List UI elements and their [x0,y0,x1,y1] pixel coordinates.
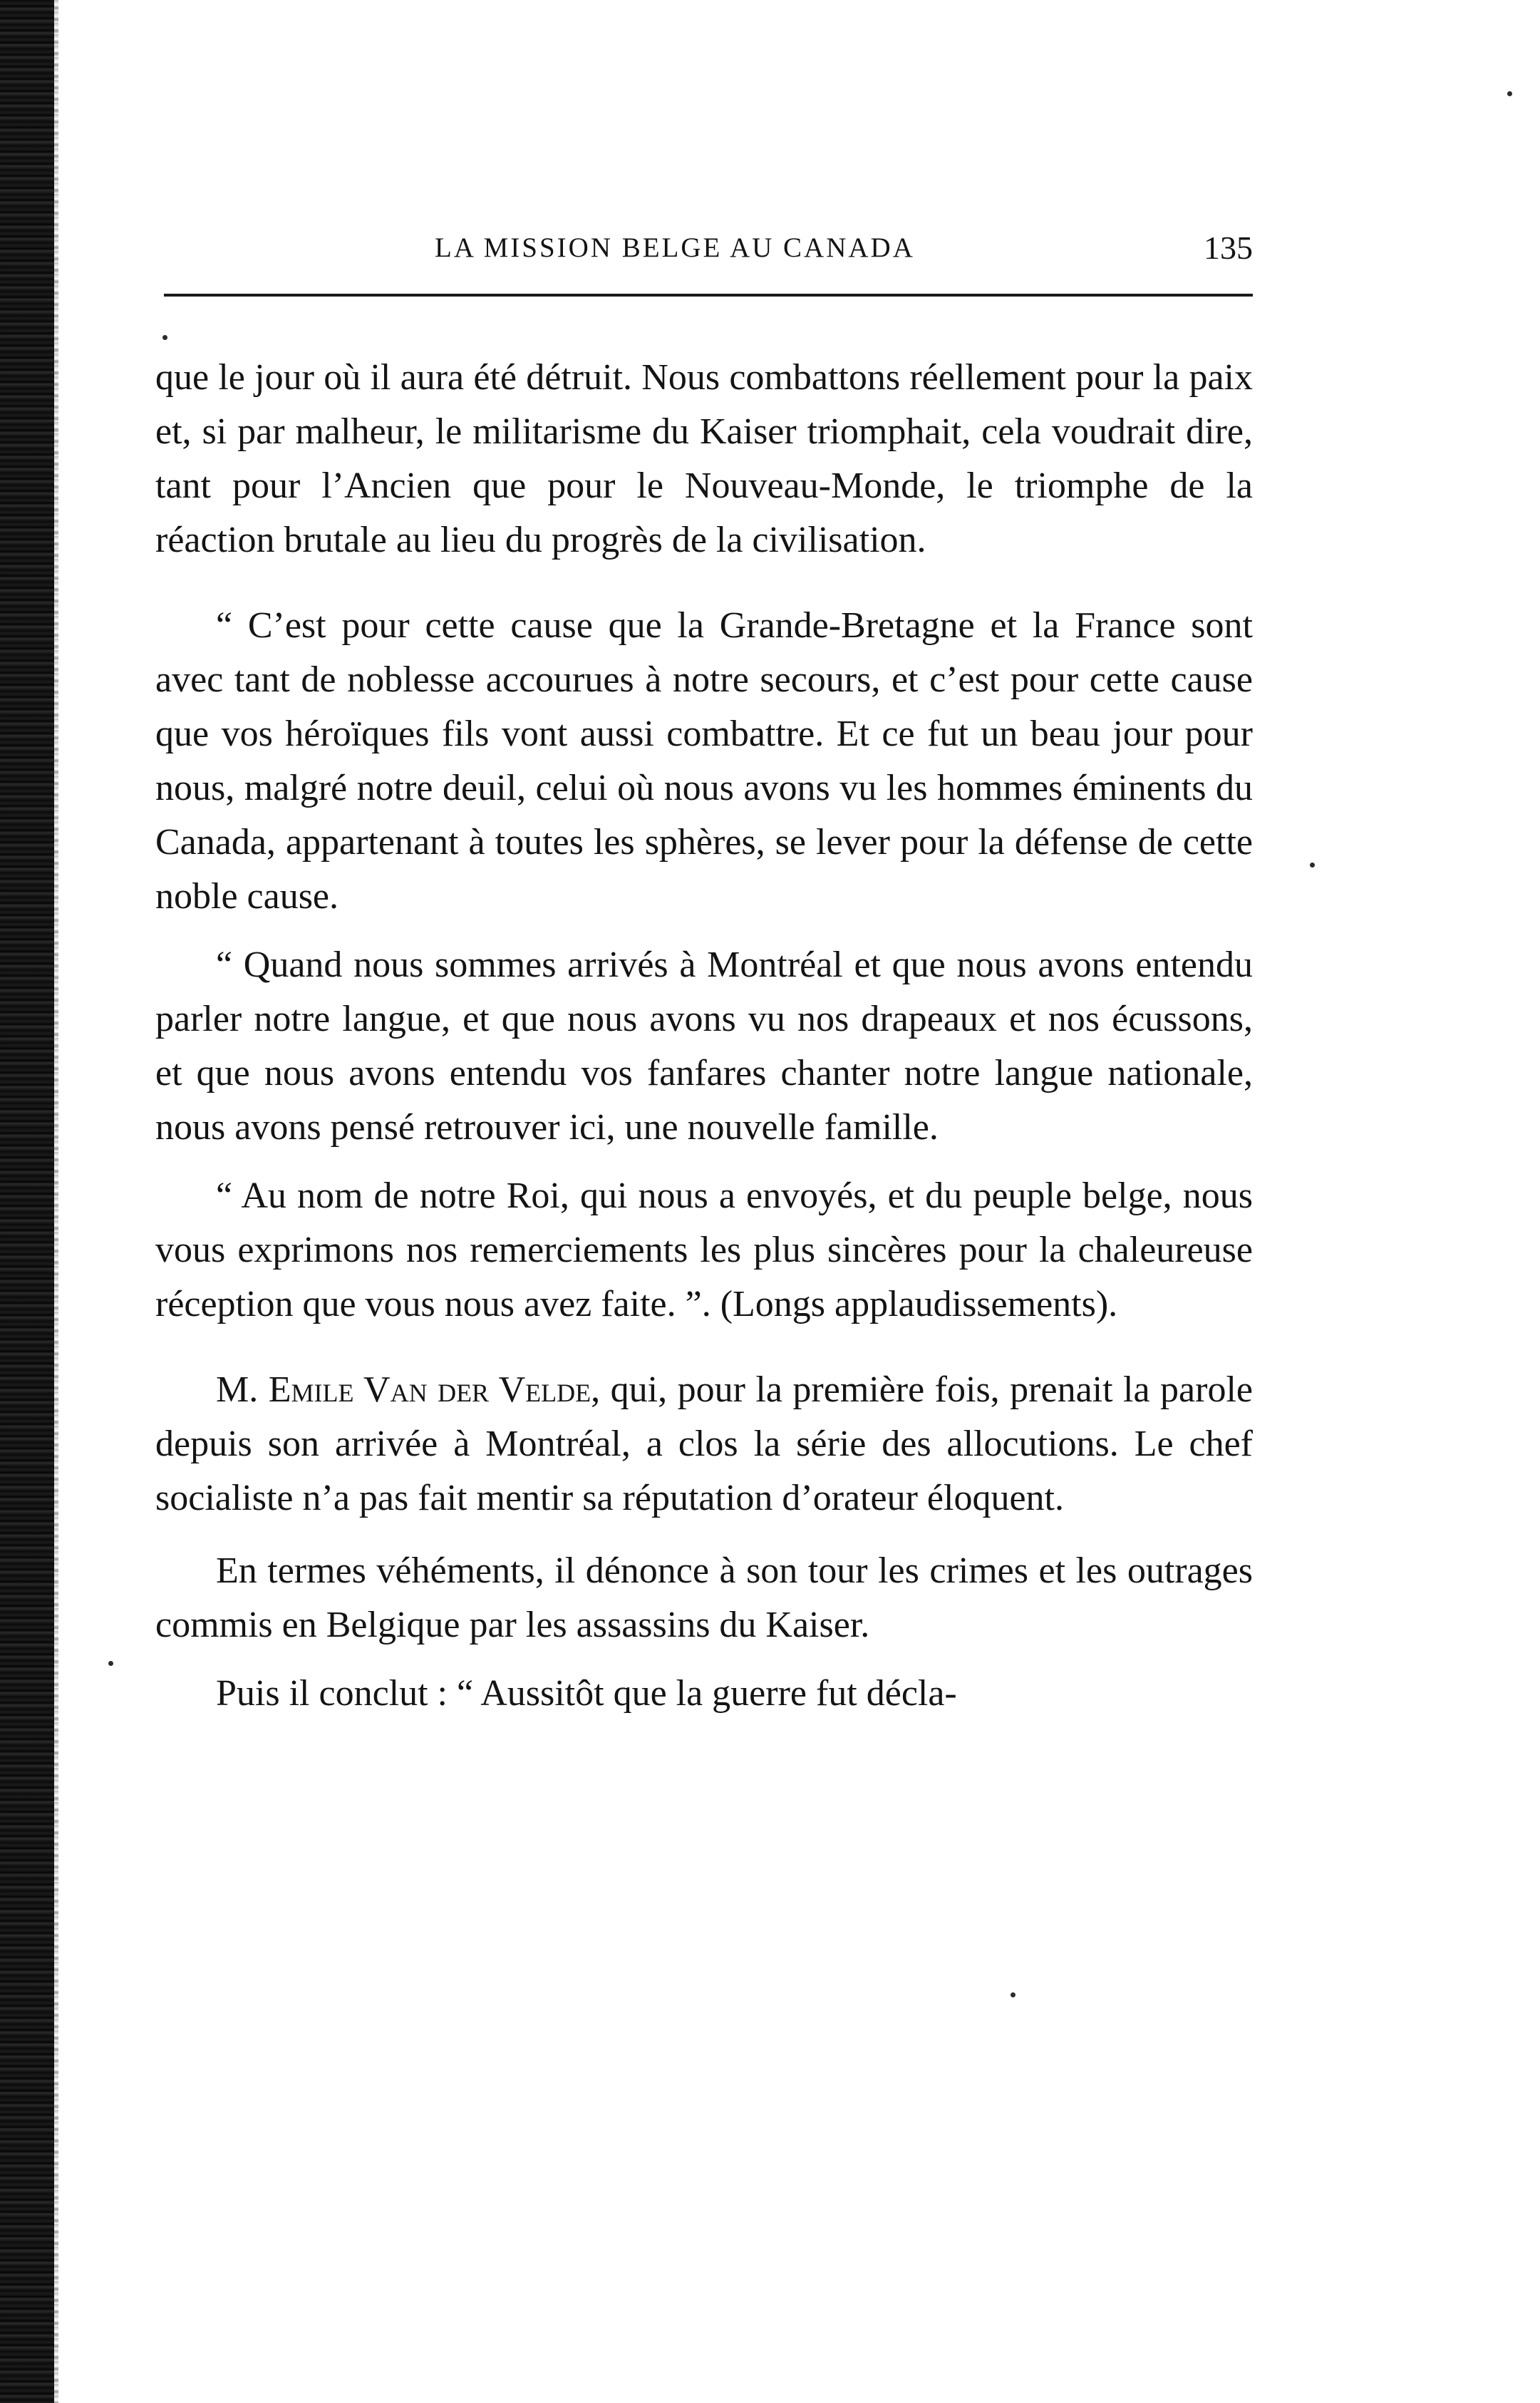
speaker-name: Emile Van der Velde [268,1369,591,1410]
paragraph-6: En termes véhéments, il dénonce à son tour les crimes et les outrages commis en Belgique par les assassins du Kaiser. [155,1550,1253,1645]
paragraph-2: “ C’est pour cette cause que la Grande-Bretagne et la France sont avec tant de noblesse accourues à notre secours, et c’est pour cette cause que vos héroïques fils vont aussi combattre. Et ce fut un beau jour pour nous, malgré notre deuil, celui où nous avons vu les hommes éminents du Canada, appartenant à toutes les sphères, se lever pour la défense de cette noble cause. [155,605,1253,917]
paragraph-3: “ Quand nous sommes arrivés à Montréal et que nous avons entendu parler notre langue, et que nous avons vu nos drapeaux et nos écussons, et que nous avons entendu vos fanfares chanter notre langue nationale, nous avons pensé retrouver ici, une nouvelle famille. [155,945,1253,1148]
body-text [155,351,1253,1721]
speck [1507,91,1512,96]
paragraph-1: que le jour où il aura été détruit. Nous combattons réellement pour la paix et, si par malheur, le militarisme du Kaiser triomphait, cela voudrait dire, tant pour l’Ancien que pour le Nouveau-Monde, le triomphe de la réaction brutale au lieu du progrès de la civilisation. [155,357,1253,560]
speaker-prefix: M. [216,1369,269,1410]
speck [162,335,167,340]
paragraph-5 [155,1363,1253,1525]
book-spine-shadow [0,0,54,2403]
page-header [164,227,1253,269]
running-title: LA MISSION BELGE AU CANADA [435,232,915,263]
header-rule [164,294,1253,297]
speck [1310,863,1315,868]
speck [1011,1992,1016,1997]
paragraph-4: “ Au nom de notre Roi, qui nous a envoyés, et du peuple belge, nous vous exprimons nos remerciements les plus sincères pour la chaleureuse réception que vous nous avez faite. ”. (Longs applaudissements). [155,1175,1253,1324]
paragraph-7: Puis il conclut : “ Aussitôt que la guerre fut décla- [216,1673,957,1714]
page-edge [54,0,58,2403]
speaker-text: , qui, pour la première fois, prenait la parole depuis son arrivée à Montréal, a clos la série des allocutions. Le chef socialiste n’a pas fait mentir sa réputation d’orateur éloquent. [155,1369,1253,1518]
speck [108,1661,113,1666]
page-number: 135 [1204,230,1253,266]
